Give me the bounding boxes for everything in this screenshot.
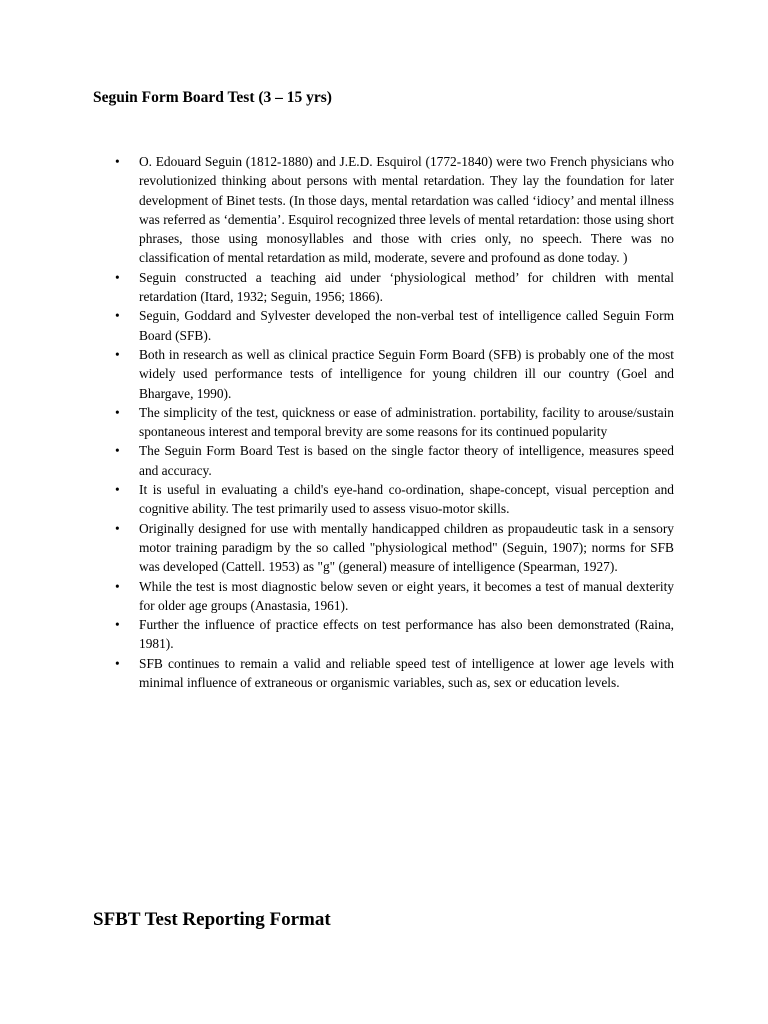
bullet-item: • Originally designed for use with mentally handicapped children as propaudeutic task in a sensory motor training paradigm by the so called "physiological method" (Seguin, 1907); norms for SFB was developed (Cattell. 1953) as "g" (general) measure of intelligence (Spearman, 1927). — [139, 519, 674, 577]
format-title: SFBT Test Reporting Format — [93, 909, 331, 930]
bullet-item: • The Seguin Form Board Test is based on the single factor theory of intelligence, measures speed and accuracy. — [139, 441, 674, 480]
bullet-item: • Seguin constructed a teaching aid under ‘physiological method’ for children with mental retardation (Itard, 1932; Seguin, 1956; 1866). — [139, 268, 674, 307]
bullet-item: • It is useful in evaluating a child's eye-hand co-ordination, shape-concept, visual perception and cognitive ability. The test primarily used to assess visuo-motor skills. — [139, 480, 674, 519]
bullet-item: • While the test is most diagnostic below seven or eight years, it becomes a test of manual dexterity for older age groups (Anastasia, 1961). — [139, 577, 674, 616]
bullet-item: • Both in research as well as clinical practice Seguin Form Board (SFB) is probably one of the most widely used performance tests of intelligence for young children ill our country (Goel and Bhargave, 1990). — [139, 345, 674, 403]
bullet-list — [139, 152, 674, 692]
bullet-item: • The simplicity of the test, quickness or ease of administration. portability, facility to arouse/sustain spontaneous interest and temporal brevity are some reasons for its continued popularity — [139, 403, 674, 442]
bullet-item: • O. Edouard Seguin (1812-1880) and J.E.D. Esquirol (1772-1840) were two French physicians who revolutionized thinking about persons with mental retardation. They lay the foundation for later development of Binet tests. (In those days, mental retardation was called ‘idiocy’ and mental illness was referred as ‘dementia’. Esquirol recognized three levels of mental retardation: those using short phrases, those using monosyllables and those with cries only, no speech. There was no classification of mental retardation as mild, moderate, severe and profound as done today. ) — [139, 152, 674, 268]
bullet-item: • Seguin, Goddard and Sylvester developed the non-verbal test of intelligence called Seguin Form Board (SFB). — [139, 306, 674, 345]
section-title: Seguin Form Board Test (3 – 15 yrs) — [93, 89, 332, 106]
bullet-item: • SFB continues to remain a valid and reliable speed test of intelligence at lower age levels with minimal influence of extraneous or organismic variables, such as, sex or education levels. — [139, 654, 674, 693]
bullet-item: • Further the influence of practice effects on test performance has also been demonstrated (Raina, 1981). — [139, 615, 674, 654]
